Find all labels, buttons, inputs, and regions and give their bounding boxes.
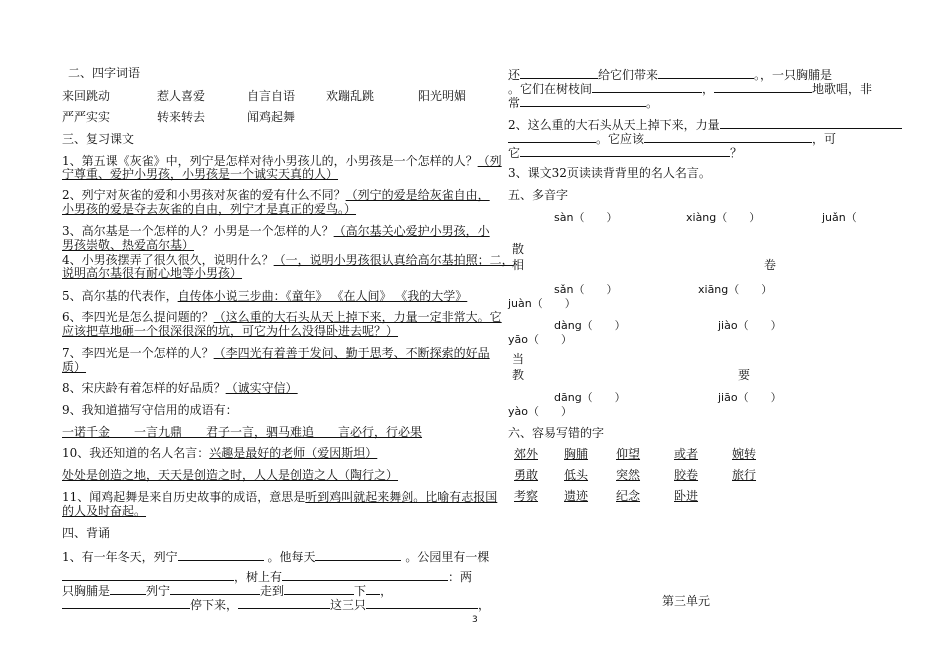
pinyin-dang-1: dāng（ ） (554, 391, 626, 404)
char-item: 突然 (616, 468, 641, 482)
question-3: 3、高尔基是一个怎样的人？小男是一个怎样的人？（高尔基关心爱护小男孩，小 (62, 224, 490, 238)
fill-blank[interactable] (238, 596, 330, 609)
recite-line-8: 2、这么重的大石头从天上掉下来，力量 (508, 116, 902, 133)
question-4: 4、小男孩摆弄了很久很久，说明什么？（一，说明小男孩很认真给高尔基拍照；二， (62, 253, 514, 267)
answer: 质） (62, 360, 87, 374)
fill-blank[interactable] (315, 548, 401, 561)
answer: （这么重的大石头从天上掉下来，力量一定非常大。它 (213, 310, 502, 324)
pinyin-san-3: sǎn（ ） (554, 283, 618, 296)
answer: 自传体小说三步曲：《童年》 《在人间》 《我的大学》 (177, 289, 468, 303)
section-four-char-words-title: 二、四字词语 (68, 66, 141, 80)
answer: 小男孩的爱是夺去灰雀的自由，列宁才是真正的爱鸟。） (62, 202, 357, 216)
char-item: 郊外 (514, 447, 539, 461)
answer: 应该把草地砸一个很深很深的坑，可它为什么没得卧进去呢？） (62, 324, 399, 338)
polyphone-char-san: 散 (512, 242, 525, 256)
char-item: 遗迹 (564, 489, 589, 503)
recite-line-6: 。它们在树枝间 ， 地歌唱，非 (508, 82, 873, 96)
pinyin-jiao-4: jiào（ ） (718, 319, 782, 332)
pinyin-jiao-1: jiāo（ ） (718, 391, 782, 404)
pinyin-juan-4: juàn（ ） (508, 297, 576, 310)
fill-blank[interactable] (282, 568, 448, 581)
pinyin-yao-1: yāo（ ） (508, 333, 572, 346)
answer: （诚实守信） (225, 381, 298, 395)
word-item: 闻鸡起舞 (247, 110, 296, 124)
char-item: 纪念 (616, 489, 641, 503)
answer: 听到鸡叫就起来舞剑。比喻有志报国 (305, 490, 498, 504)
char-item: 胶卷 (674, 468, 699, 482)
answer: （李四光有着善于发问、勤于思考、不断探索的好品 (213, 346, 490, 360)
recite-line-3: 只胸脯是 列宁 走到 下 ， (62, 584, 393, 598)
question-9: 9、我知道描写守信用的成语有： (62, 403, 238, 417)
question-11: 11、闻鸡起舞是来自历史故事的成语，意思是听到鸡叫就起来舞剑。比喻有志报国 (62, 490, 498, 504)
char-item: 卧进 (674, 489, 699, 503)
recite-line-11: 3、课文32页读读背背里的名人名言。 (508, 166, 711, 180)
fill-blank[interactable] (714, 80, 812, 93)
word-item: 惹人喜爱 (157, 89, 206, 103)
pinyin-xiang-1: xiāng（ ） (698, 283, 773, 296)
answer: 宁尊重、爱护小男孩，小男孩是一个诚实天真的人） (62, 167, 339, 181)
recite-line-7: 常 。 (508, 96, 659, 110)
recite-line-4: 停下来， 这三只 ， (62, 596, 490, 613)
question-6: 6、李四光是怎么提问题的？（这么重的大石头从天上掉下来，力量一定非常大。它 (62, 310, 502, 324)
question-2: 2、列宁对灰雀的爱和小男孩对灰雀的爱有什么不同？（列宁的爱是给灰雀自由， (62, 188, 490, 202)
answer: （列宁的爱是给灰雀自由， (345, 188, 490, 202)
char-item: 低头 (564, 468, 589, 482)
fill-blank[interactable] (508, 130, 596, 143)
word-item: 自言自语 (247, 89, 296, 103)
pinyin-dang-4: dàng（ ） (554, 319, 626, 332)
fill-blank[interactable] (62, 568, 234, 581)
fill-blank[interactable] (284, 582, 354, 595)
fill-blank[interactable] (658, 66, 754, 79)
fill-blank[interactable] (170, 582, 260, 595)
pinyin-yao-4: yào（ ） (508, 405, 572, 418)
fill-blank[interactable] (178, 548, 264, 561)
answer: 处处是创造之地，天天是创造之时，人人是创造之人（陶行之） (62, 468, 399, 482)
fill-blank[interactable] (110, 582, 146, 595)
recite-line-9: 。它应该 ，可 (508, 130, 836, 147)
char-item: 婉转 (732, 447, 757, 461)
question-1: 1、第五课《灰雀》中，列宁是怎样对待小男孩儿的，小男孩是一个怎样的人？（列 (62, 154, 502, 168)
char-item: 仰望 (616, 447, 641, 461)
fill-blank[interactable] (520, 94, 646, 107)
word-item: 欢蹦乱跳 (326, 89, 375, 103)
fill-blank[interactable] (520, 144, 730, 157)
page-number: 3 (472, 615, 478, 625)
polyphone-char-dang: 当 (512, 352, 525, 366)
answer: 的人及时奋起。 (62, 504, 147, 518)
idioms-answer: 一诺千金 一言九鼎 君子一言，驷马难追 言必行，行必果 (62, 425, 423, 439)
polyphone-char-yao: 要 (738, 368, 751, 382)
fill-blank[interactable] (720, 116, 902, 129)
polyphone-char-jiao: 教 (512, 368, 525, 382)
question-5: 5、高尔基的代表作，自传体小说三步曲：《童年》 《在人间》 《我的大学》 (62, 289, 468, 303)
fill-blank[interactable] (644, 130, 812, 143)
char-item: 或者 (674, 447, 699, 461)
word-item: 转来转去 (157, 110, 206, 124)
answer: （一，说明小男孩很认真给高尔基拍照；二， (273, 253, 514, 267)
answer: （高尔基关心爱护小男孩，小 (333, 224, 490, 238)
recite-line-2: ，树上有 ：两 (62, 568, 472, 585)
char-item: 勇敢 (514, 468, 539, 482)
recite-line-1: 1、有一年冬天，列宁 。他每天 。公园里有一棵 (62, 550, 490, 564)
recite-line-5: 还 给它们带来 。，一只胸脯是 (508, 68, 833, 82)
polyphone-char-juan: 卷 (764, 258, 777, 272)
char-item: 考察 (514, 489, 539, 503)
char-item: 旅行 (732, 468, 757, 482)
answer: 男孩崇敬、热爱高尔基） (62, 238, 195, 252)
pinyin-juan-3: juǎn（ (822, 211, 857, 224)
fill-blank[interactable] (592, 80, 702, 93)
fill-blank[interactable] (366, 582, 380, 595)
question-7: 7、李四光是一个怎样的人？（李四光有着善于发问、勤于思考、不断探索的好品 (62, 346, 490, 360)
section-polyphone-title: 五、多音字 (508, 188, 569, 202)
section-review-title: 三、复习课文 (62, 132, 135, 146)
fill-blank[interactable] (520, 66, 598, 79)
unit-title: 第三单元 (662, 594, 711, 608)
section-recite-title: 四、背诵 (62, 526, 111, 540)
word-item: 严严实实 (62, 110, 111, 124)
answer: 兴趣是最好的老师（爱因斯坦） (209, 446, 378, 460)
question-10: 10、我还知道的名人名言：兴趣是最好的老师（爱因斯坦） (62, 446, 378, 460)
section-error-prone-title: 六、容易写错的字 (508, 426, 605, 440)
answer: 说明高尔基很有耐心地等小男孩） (62, 266, 243, 280)
polyphone-char-xiang: 相 (512, 258, 525, 272)
char-item: 胸脯 (564, 447, 589, 461)
word-item: 来回跳动 (62, 89, 111, 103)
recite-line-10: 它 ？ (508, 146, 743, 160)
word-item: 阳光明媚 (418, 89, 467, 103)
pinyin-san-4: sàn（ ） (554, 211, 618, 224)
fill-blank[interactable] (62, 596, 190, 609)
question-8: 8、宋庆龄有着怎样的好品质？（诚实守信） (62, 381, 298, 395)
answer: （列 (477, 154, 502, 168)
fill-blank[interactable] (366, 596, 478, 609)
pinyin-xiang-4: xiàng（ ） (686, 211, 761, 224)
